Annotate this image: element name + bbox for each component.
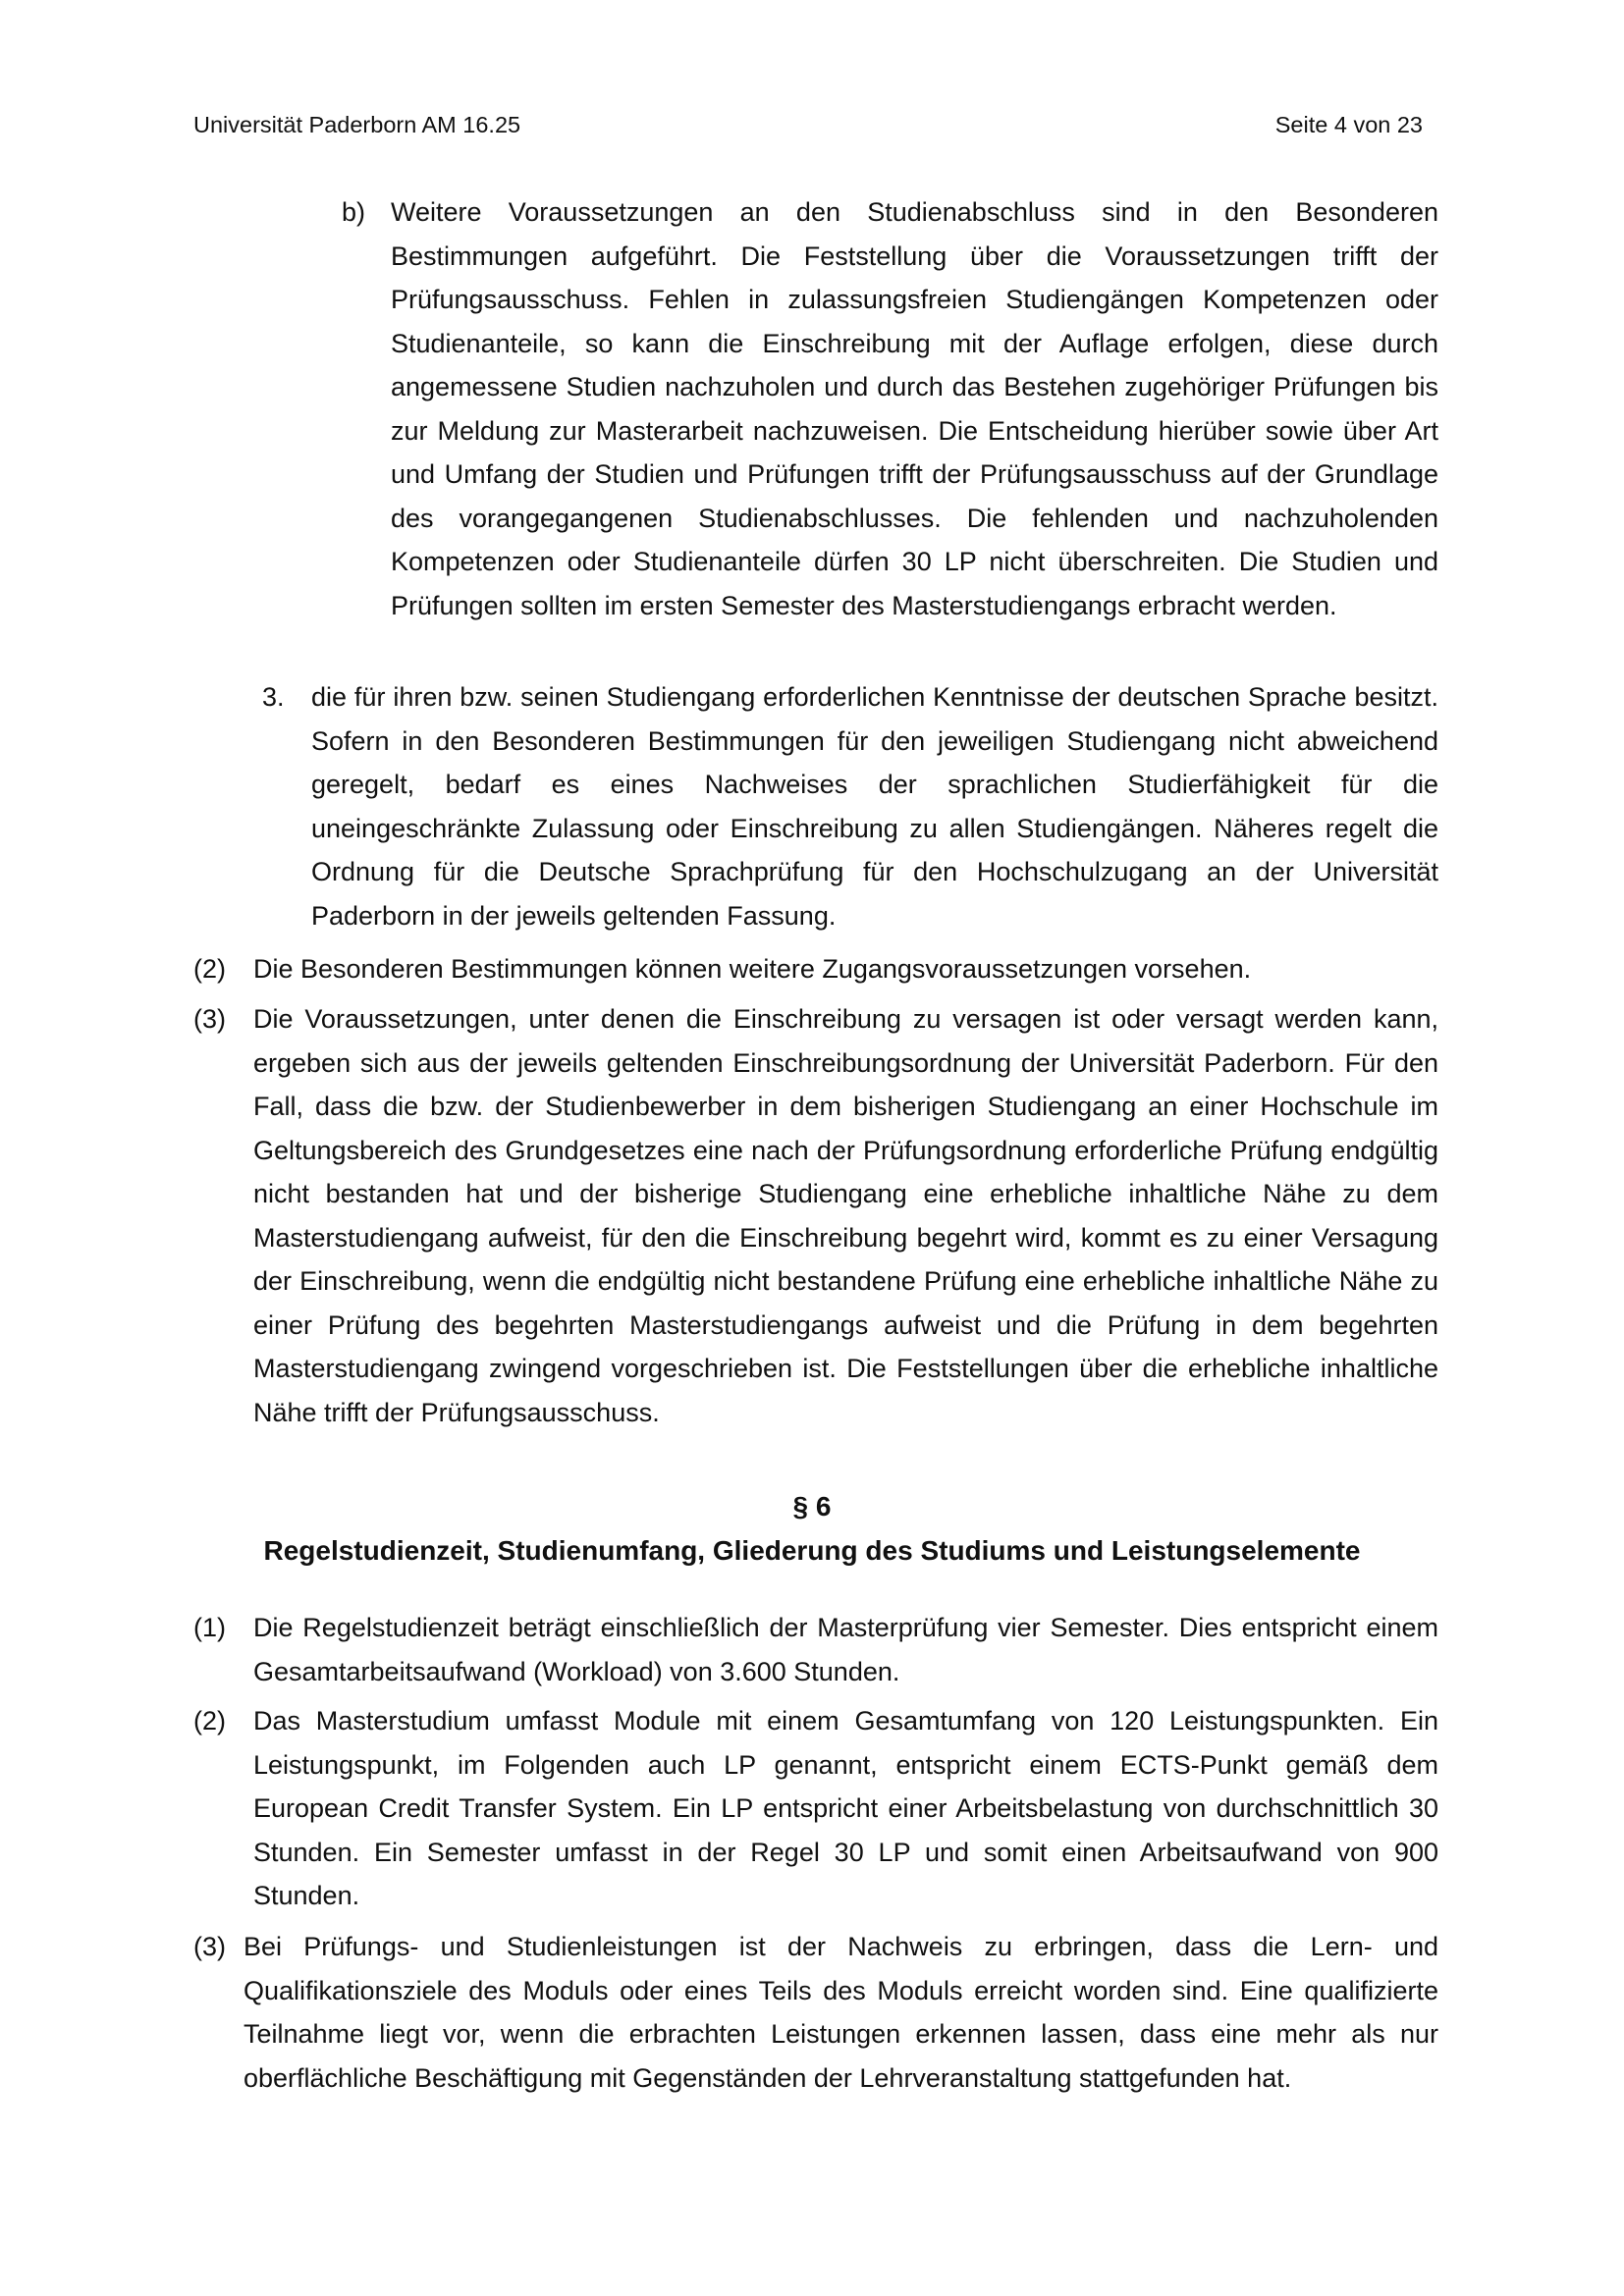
s5-paragraph-2-text: Die Besonderen Bestimmungen können weitere Zugangsvoraussetzungen vorsehen. — [253, 954, 1252, 984]
s6-paragraph-1 — [193, 1606, 1438, 1693]
item-3-label: 3. — [262, 682, 285, 712]
s6-paragraph-2-label: (2) — [193, 1706, 226, 1735]
s5-paragraph-3 — [193, 997, 1438, 1434]
s6-paragraph-1-label: (1) — [193, 1613, 226, 1642]
header-left: Universität Paderborn AM 16.25 — [193, 112, 521, 137]
item-3 — [262, 675, 1438, 937]
s6-paragraph-2 — [193, 1699, 1438, 1918]
s6-paragraph-3 — [193, 1925, 1438, 2100]
section-title: Regelstudienzeit, Studienumfang, Gliederung des Studiums und Leistungselemente — [263, 1535, 1361, 1566]
item-3-text: die für ihren bzw. seinen Studiengang erforderlichen Kenntnisse der deutschen Sprache besitzt. Sofern in den Besonderen Bestimmungen für den jeweiligen Studiengang nicht abweichend geregelt, bedarf es eines Nachweises der sprachlichen Studierfähigkeit für die uneingeschränkte Zulassung oder Einschreibung zu allen Studiengängen. Näheres regelt die Ordnung für die Deutsche Sprachprüfung für den Hochschulzugang an der Universität Paderborn in der jeweils geltenden Fassung. — [311, 682, 1438, 931]
s5-paragraph-3-label: (3) — [193, 1004, 226, 1034]
s6-paragraph-2-text: Das Masterstudium umfasst Module mit einem Gesamtumfang von 120 Leistungspunkten. Ein Leistungspunkt, im Folgenden auch LP genannt, entspricht einem ECTS-Punkt gemäß dem European Credit Transfer System. Ein LP entspricht einer Arbeitsbelastung von durchschnittlich 30 Stunden. Ein Semester umfasst in der Regel 30 LP und somit einen Arbeitsaufwand von 900 Stunden. — [253, 1706, 1438, 1910]
item-b-label: b) — [342, 197, 366, 227]
page-header — [193, 110, 1423, 139]
s5-paragraph-3-text: Die Voraussetzungen, unter denen die Einschreibung zu versagen ist oder versagt werden kann, ergeben sich aus der jeweils geltenden Einschreibungsordnung der Universität Paderborn. Für den Fall, dass die bzw. der Studienbewerber in dem bisherigen Studiengang an einer Hochschule im Geltungsbereich des Grundgesetzes eine nach der Prüfungsordnung erforderliche Prüfung endgültig nicht bestanden hat und der bisherige Studiengang eine erhebliche inhaltliche Nähe zu dem Masterstudiengang aufweist, für den die Einschreibung begehrt wird, kommt es zu einer Versagung der Einschreibung, wenn die endgültig nicht bestandene Prüfung eine erhebliche inhaltliche Nähe zu einer Prüfung des begehrten Masterstudiengangs aufweist und die Prüfung in dem begehrten Masterstudiengang zwingend vorgeschrieben ist. Die Feststellungen über die erhebliche inhaltliche Nähe trifft der Prüfungsausschuss. — [253, 1004, 1438, 1427]
item-b-text: Weitere Voraussetzungen an den Studienabschluss sind in den Besonderen Bestimmungen aufgeführt. Die Feststellung über die Voraussetzungen trifft der Prüfungsausschuss. Fehlen in zulassungsfreien Studiengängen Kompetenzen oder Studienanteile, so kann die Einschreibung mit der Auflage erfolgen, diese durch angemessene Studien nachzuholen und durch das Bestehen zugehöriger Prüfungen bis zur Meldung zur Masterarbeit nachzuweisen. Die Entscheidung hierüber sowie über Art und Umfang der Studien und Prüfungen trifft der Prüfungsausschuss auf der Grundlage des vorangegangenen Studienabschlusses. Die fehlenden und nachzuholenden Kompetenzen oder Studienanteile dürfen 30 LP nicht überschreiten. Die Studien und Prüfungen sollten im ersten Semester des Masterstudiengangs erbracht werden. — [391, 197, 1438, 620]
s5-paragraph-2-label: (2) — [193, 954, 226, 984]
s6-paragraph-3-text: Bei Prüfungs- und Studienleistungen ist der Nachweis zu erbringen, dass die Lern- und Qualifikationsziele des Moduls oder eines Teils des Moduls erreicht worden sind. Eine qualifizierte Teilnahme liegt vor, wenn die erbrachten Leistungen erkennen lassen, dass eine mehr als nur oberflächliche Beschäftigung mit Gegenständen der Lehrveranstaltung stattgefunden hat. — [244, 1932, 1438, 2093]
s6-paragraph-3-label: (3) — [193, 1932, 226, 1961]
page-number: Seite 4 von 23 — [1274, 112, 1423, 137]
s6-paragraph-1-text: Die Regelstudienzeit beträgt einschließlich der Masterprüfung vier Semester. Dies entspricht einem Gesamtarbeitsaufwand (Workload) von 3.600 Stunden. — [253, 1613, 1438, 1686]
section-number: § 6 — [792, 1491, 832, 1522]
item-b — [342, 190, 1438, 627]
s5-paragraph-2 — [193, 947, 1438, 991]
